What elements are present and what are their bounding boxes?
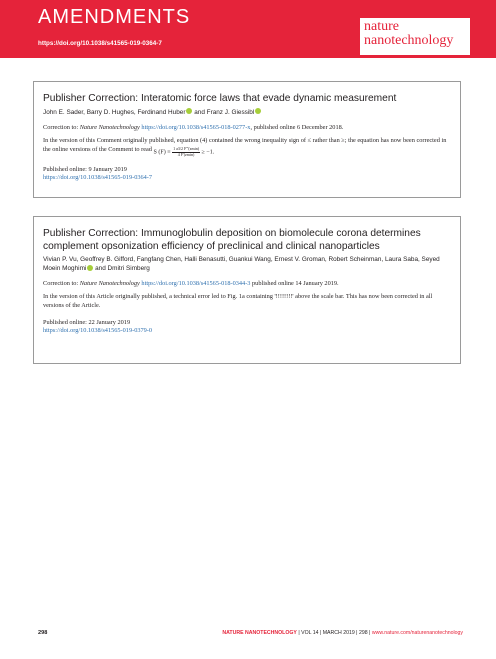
author-list	[43, 108, 451, 117]
equation-numerator: 1 a3/2 F'''(zmin)	[173, 146, 200, 152]
equation-denominator: 4 F'(zmin)	[177, 151, 195, 157]
footer-journal: NATURE NANOTECHNOLOGY	[222, 630, 297, 636]
author-names: John E. Sader, Barry D. Hughes, Ferdinand Huber	[43, 108, 186, 116]
journal-name: Nature Nanotechnology	[79, 123, 140, 131]
published-date: Published online: 22 January 2019	[43, 319, 131, 326]
header-banner	[0, 0, 496, 58]
notice-body: In the version of this Article originally published, a technical error led to Fig. 1a containing '!!!!!!!!' above the scale bar. This has now been corrected in all versions of the Article.	[43, 293, 433, 309]
correction-doi-link[interactable]: https://doi.org/10.1038/s41565-018-0277-x	[141, 123, 251, 131]
correction-reference	[43, 279, 451, 288]
logo-word-nanotechnology: nanotechnology	[364, 33, 454, 48]
equation-fraction	[172, 147, 200, 157]
journal-name: Nature Nanotechnology	[79, 280, 140, 287]
section-title: AMENDMENTS	[38, 6, 191, 28]
journal-logo	[360, 18, 470, 55]
correction-date: published online 14 January 2019.	[250, 280, 339, 287]
footer-citation	[222, 630, 463, 636]
notice-title: Publisher Correction: Immunoglobulin deposition on biomolecule corona determines complement opsonization efficiency of preclinical and clinical nanoparticles	[43, 228, 421, 252]
page-number: 298	[38, 630, 48, 636]
footer-journal-url[interactable]: www.nature.com/naturenanotechnology	[371, 630, 463, 636]
logo-word-nature: nature	[364, 19, 399, 34]
header-doi-link[interactable]: https://doi.org/10.1038/s41565-019-0364-7	[38, 40, 162, 47]
equation-rhs: ≥ −1.	[200, 149, 215, 156]
published-doi-anchor[interactable]: https://doi.org/10.1038/s41565-019-0379-0	[43, 327, 153, 334]
author-list	[43, 255, 451, 273]
published-doi-link[interactable]	[43, 327, 451, 335]
orcid-icon[interactable]	[255, 108, 261, 114]
equation	[154, 147, 215, 157]
correction-prefix: Correction to:	[43, 280, 80, 287]
author-names: Vivian P. Vu, Geoffrey B. Gifford, Fangfang Chen, Halli Benasutti, Guankui Wang, Ernest V. Groman, Robert Scheinman, Laura Saba, Seyed Moein Moghimi	[43, 256, 440, 272]
correction-doi-link[interactable]: https://doi.org/10.1038/s41565-018-0344-3	[141, 280, 251, 287]
published-doi-link[interactable]	[43, 174, 451, 182]
notice-body	[43, 136, 451, 158]
correction-notice-1	[33, 81, 461, 198]
published-date: Published online: 9 January 2019	[43, 166, 127, 174]
footer-issue: | VOL 14 | MARCH 2019 | 298 |	[296, 630, 372, 636]
published-doi-anchor[interactable]: https://doi.org/10.1038/s41565-019-0364-7	[43, 174, 153, 182]
notice-title: Publisher Correction: Interatomic force laws that evade dynamic measurement	[43, 93, 397, 104]
notice-body-text: In the version of this Comment originally published, equation (4) contained the wrong inequality sign of ≤ rather than ≥; the equation has now been corrected in the online versions of the Comment to read	[43, 136, 447, 153]
correction-notice-2	[33, 216, 461, 364]
equation-lhs: S (F) ≡	[153, 149, 173, 156]
author-names-last: and Dmitri Simberg	[93, 265, 150, 272]
correction-prefix: Correction to:	[43, 123, 80, 131]
correction-reference	[43, 123, 451, 132]
correction-date: , published online 6 December 2018.	[250, 123, 344, 131]
author-names-last: and Franz J. Giessibl	[192, 108, 255, 116]
